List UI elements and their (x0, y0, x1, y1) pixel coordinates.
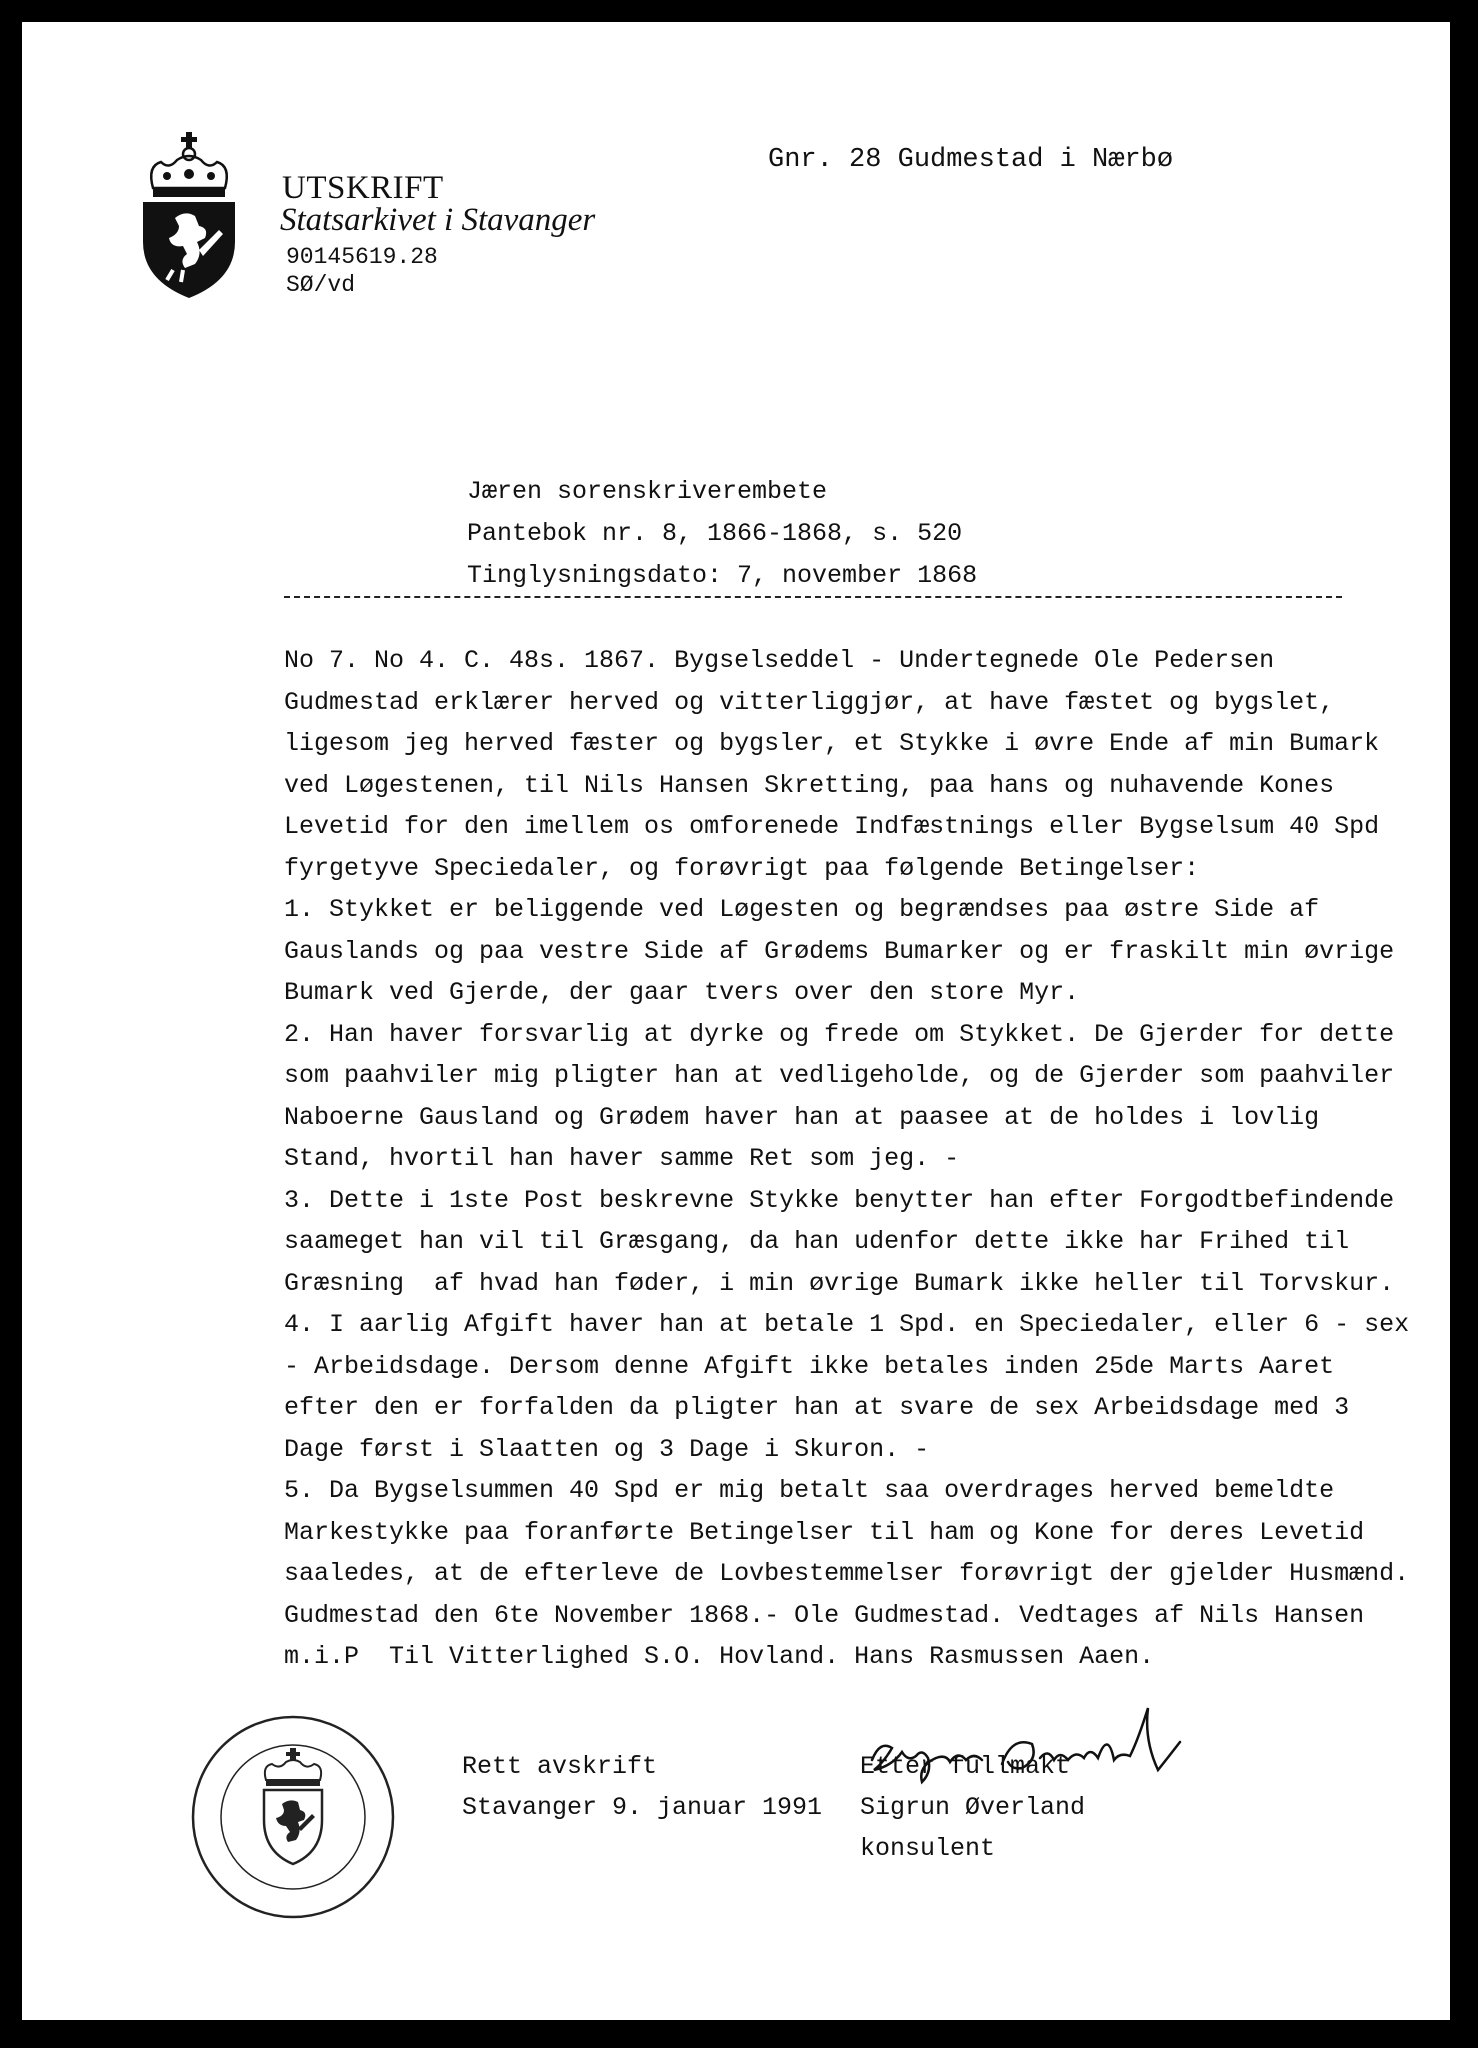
body-line: Gauslands og paa vestre Side af Grødems Bumarker og er fraskilt min øvrige (284, 936, 1395, 966)
body-line: Dage først i Slaatten og 3 Dage i Skuron. - (284, 1434, 930, 1464)
archive-title: UTSKRIFT (282, 170, 444, 206)
coat-of-arms-icon (139, 130, 239, 300)
body-line: Stand, hvortil han haver samme Ret som jeg. - (284, 1144, 960, 1173)
certification-place-date: Stavanger 9. januar 1991 (462, 1793, 823, 1822)
certification-statement: Rett avskrift (462, 1752, 658, 1781)
body-line: fyrgetyve Speciedaler, og forøvrigt paa følgende Betingelser: (284, 853, 1200, 883)
property-reference: Gnr. 28 Gudmestad i Nærbø (768, 145, 1174, 175)
body-line: Gudmestad erklærer herved og vitterliggjør, at have fæstet og bygslet, (284, 687, 1335, 717)
body-line: - Arbeidsdage. Dersom denne Afgift ikke betales inden 25de Marts Aaret (284, 1351, 1335, 1381)
body-line: Græsning af hvad han føder, i min øvrige Bumark ikke heller til Torvskur. (284, 1268, 1395, 1298)
body-line: Markestykke paa foranførte Betingelser til ham og Kone for deres Levetid (284, 1517, 1365, 1547)
divider (284, 596, 1342, 598)
source-block (467, 477, 977, 603)
reference-initials: SØ/vd (286, 272, 356, 298)
reference-number: 90145619.28 (286, 244, 438, 270)
transcription-body (284, 646, 1409, 1684)
registration-date: Tinglysningsdato: 7, november 1868 (467, 561, 978, 590)
body-line: 1. Stykket er beliggende ved Løgesten og begrændses paa østre Side af (284, 895, 1320, 924)
body-line: 3. Dette i 1ste Post beskrevne Stykke benytter han efter Forgodtbefindende (284, 1185, 1395, 1215)
body-line: No 7. No 4. C. 48s. 1867. Bygselseddel - Undertegnede Ole Pedersen (284, 646, 1275, 675)
body-line: 4. I aarlig Afgift haver han at betale 1 Spd. en Speciedaler, eller 6 - sex (284, 1310, 1410, 1339)
body-line: 2. Han haver forsvarlig at dyrke og frede om Stykket. De Gjerder for dette (284, 1019, 1395, 1049)
archive-name: Statsarkivet i Stavanger (280, 202, 596, 238)
body-line: efter den er forfalden da pligter han at svare de sex Arbeidsdage med 3 (284, 1393, 1350, 1422)
body-line: Naboerne Gausland og Grødem haver han at paasee at de holdes i lovlig (284, 1102, 1320, 1132)
body-line: Bumark ved Gjerde, der gaar tvers over den store Myr. (284, 978, 1080, 1007)
archive-seal-icon (188, 1712, 398, 1922)
body-line: m.i.P Til Vitterlighed S.O. Hovland. Hans Rasmussen Aaen. (284, 1642, 1155, 1671)
signatory-name: Sigrun Øverland (860, 1793, 1086, 1822)
body-line: ved Løgestenen, til Nils Hansen Skretting, paa hans og nuhavende Kones (284, 770, 1335, 800)
handwritten-signature-icon (862, 1700, 1192, 1790)
signatory-authority: Etter fullmakt (860, 1752, 1071, 1781)
body-line: 5. Da Bygselsummen 40 Spd er mig betalt saa overdrages herved bemeldte (284, 1476, 1335, 1505)
certification-block (462, 1752, 822, 1834)
body-line: saaledes, at de efterleve de Lovbestemmelser forøvrigt der gjelder Husmænd. (284, 1559, 1410, 1588)
body-line: saameget han vil til Græsgang, da han udenfor dette ikke har Frihed til (284, 1227, 1350, 1256)
body-line: ligesom jeg herved fæster og bygsler, et Stykke i øvre Ende af min Bumark (284, 729, 1380, 758)
body-line: som paahviler mig pligter han at vedligeholde, og de Gjerder som paahviler (284, 1061, 1395, 1090)
source-office: Jæren sorenskriverembete (467, 477, 828, 506)
body-line: Gudmestad den 6te November 1868.- Ole Gudmestad. Vedtages af Nils Hansen (284, 1600, 1365, 1630)
body-line: Levetid for den imellem os omforenede Indfæstnings eller Bygselsum 40 Spd (284, 812, 1380, 841)
source-book: Pantebok nr. 8, 1866-1868, s. 520 (467, 519, 963, 548)
signatory-title: konsulent (860, 1834, 996, 1863)
document-page (22, 22, 1450, 2020)
